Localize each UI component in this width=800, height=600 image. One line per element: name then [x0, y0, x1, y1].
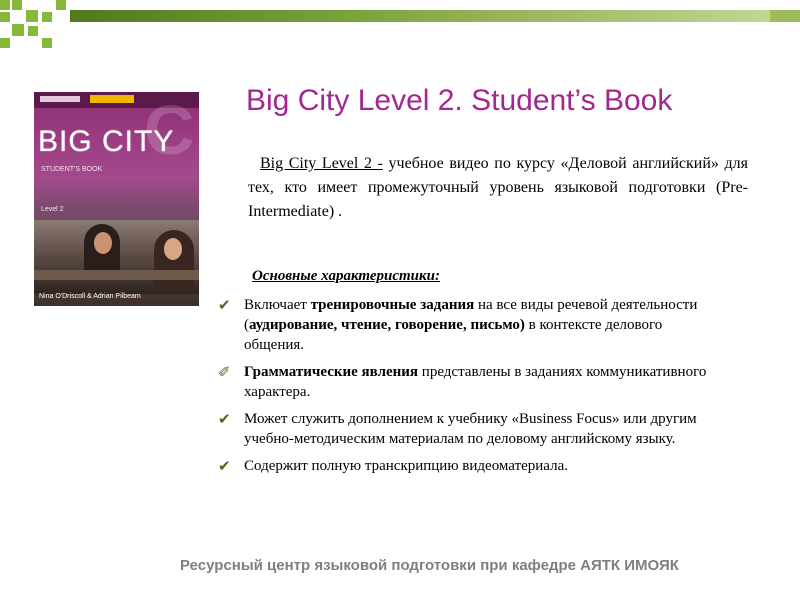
feature-text: Содержит полную транскрипцию видеоматериала. — [244, 458, 568, 474]
checkmark-icon: ✔ — [218, 296, 231, 314]
list-item — [218, 409, 718, 449]
cover-title: BIG CITY — [38, 125, 175, 158]
list-item — [218, 295, 718, 355]
cover-face-left — [94, 232, 112, 254]
feature-emphasis: аудирование, чтение, говорение, письмо) — [249, 317, 525, 333]
description-lead: Big City Level 2 — [260, 155, 378, 172]
cover-level: Level 2 — [41, 206, 64, 213]
checkmark-icon: ✔ — [218, 410, 231, 428]
features-heading: Основные характеристики: — [252, 268, 440, 284]
feature-emphasis: тренировочные задания — [310, 297, 475, 313]
cover-authors: Nina O'Driscoll & Adrian Pilbeam — [39, 293, 141, 300]
corner-decoration — [0, 0, 70, 52]
cover-badge — [90, 95, 134, 103]
description-dash: - — [377, 155, 383, 172]
slide-title: Big City Level 2. Student’s Book — [246, 84, 673, 117]
cover-subtitle: STUDENT'S BOOK — [41, 166, 103, 173]
features-list — [218, 295, 718, 483]
header-bar — [70, 10, 800, 22]
feature-text: в контексте делового общения. — [244, 317, 663, 353]
pencil-check-icon: ✐ — [218, 363, 231, 381]
cover-face-right — [164, 238, 182, 260]
cover-background-letters: C — [144, 92, 195, 169]
feature-text: Может служить дополнением к учебнику «Business Focus» или другим учебно-методическим материалам по деловому английскому языку. — [244, 411, 697, 447]
checkmark-icon: ✔ — [218, 457, 231, 475]
footer-text: Ресурсный центр языковой подготовки при кафедре АЯТК ИМОЯК — [180, 557, 679, 574]
description-text: учебное видео по курсу «Деловой английский» для тех, кто имеет промежуточный уровень языковой подготовки (Pre-Intermediate) . — [248, 155, 748, 220]
publisher-logo — [40, 96, 80, 102]
feature-emphasis: Грамматические явления — [244, 364, 419, 380]
book-cover-image — [34, 92, 199, 306]
list-item — [218, 362, 718, 402]
feature-text: Включает — [244, 297, 311, 313]
list-item — [218, 456, 718, 476]
cover-table — [34, 270, 199, 280]
feature-text: на все виды речевой деятельности ( — [244, 297, 698, 333]
header-bar-end — [770, 10, 800, 22]
description-paragraph — [248, 152, 748, 224]
feature-text: представлены в заданиях коммуникативного характера. — [244, 364, 707, 400]
